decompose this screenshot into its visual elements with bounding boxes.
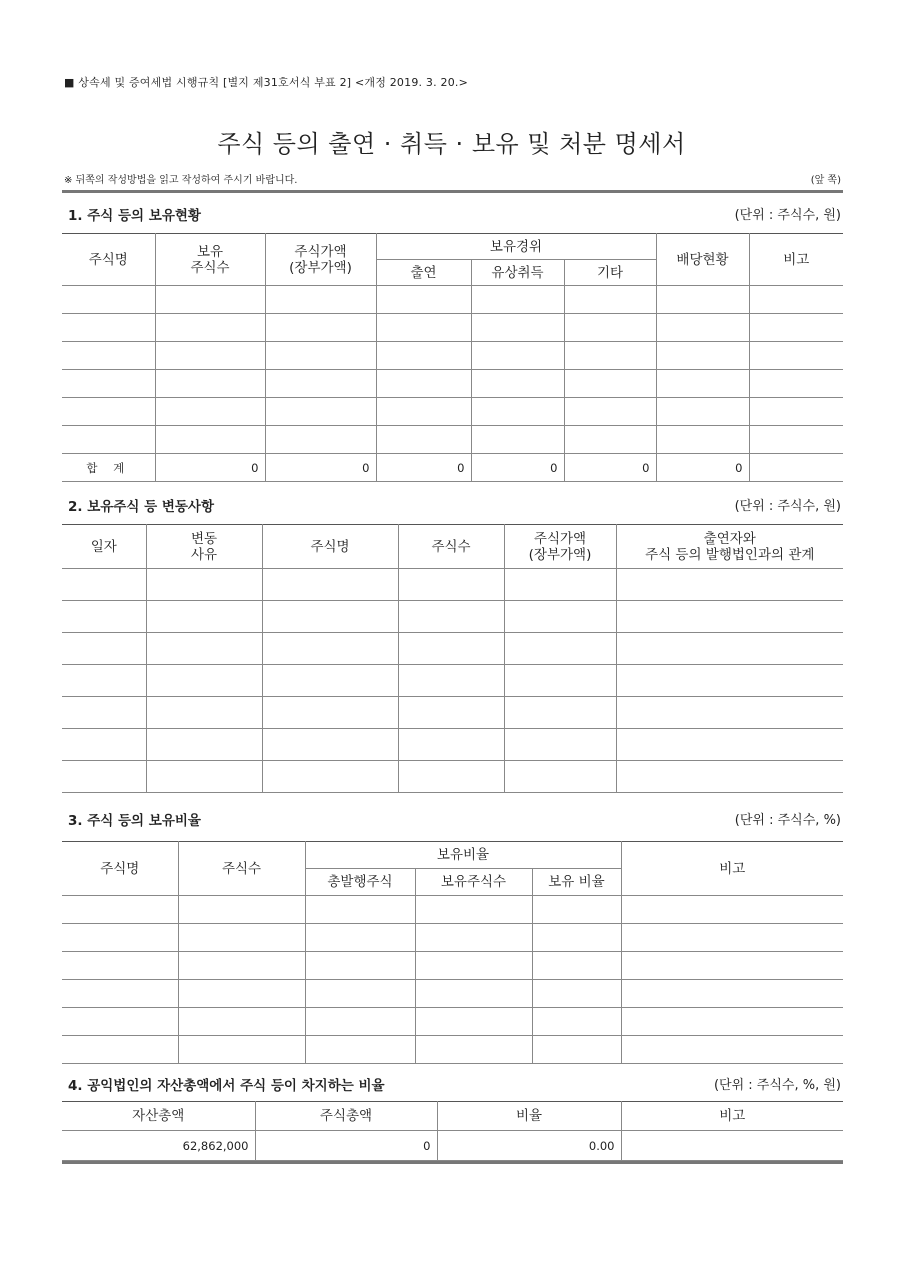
input-cell[interactable]: [398, 569, 504, 601]
header-stock-name: 주식명: [62, 234, 155, 286]
input-cell[interactable]: [616, 761, 843, 793]
input-cell[interactable]: [398, 633, 504, 665]
input-cell[interactable]: [471, 342, 564, 370]
input-cell[interactable]: [376, 398, 471, 426]
input-cell[interactable]: [621, 896, 843, 924]
header-relation: 출연자와 주식 등의 발행법인과의 관계: [616, 525, 843, 569]
input-cell[interactable]: [62, 729, 146, 761]
input-cell[interactable]: [62, 286, 155, 314]
input-cell[interactable]: [398, 729, 504, 761]
input-cell[interactable]: [415, 1008, 532, 1036]
section2-title: 2. 보유주식 등 변동사항: [68, 499, 214, 515]
input-cell[interactable]: [504, 633, 616, 665]
total-paid-acquisition: 0: [471, 454, 564, 482]
section3-unit: (단위 : 주식수, %): [734, 813, 841, 828]
header-contribution: 출연: [376, 260, 471, 286]
input-cell[interactable]: [376, 342, 471, 370]
table-row: [62, 633, 843, 665]
table-row: [62, 342, 843, 370]
input-cell[interactable]: [62, 924, 178, 952]
input-cell[interactable]: [62, 761, 146, 793]
input-cell[interactable]: [178, 980, 305, 1008]
input-cell[interactable]: [564, 314, 656, 342]
input-cell[interactable]: [62, 569, 146, 601]
input-cell[interactable]: [415, 952, 532, 980]
input-cell[interactable]: [471, 426, 564, 454]
input-cell[interactable]: [656, 398, 749, 426]
total-contribution: 0: [376, 454, 471, 482]
input-cell[interactable]: [471, 286, 564, 314]
table-row: [62, 569, 843, 601]
table-row: [62, 761, 843, 793]
table-row: [62, 952, 843, 980]
remarks-value[interactable]: [621, 1131, 843, 1161]
input-cell[interactable]: [155, 398, 265, 426]
header-shares: 주식수: [398, 525, 504, 569]
input-cell[interactable]: [621, 1036, 843, 1064]
asset-ratio-table: [62, 1101, 843, 1161]
input-cell[interactable]: [62, 314, 155, 342]
input-cell[interactable]: [146, 665, 262, 697]
header-stock-name: 주식명: [262, 525, 398, 569]
header-ratio: 비율: [437, 1102, 621, 1131]
header-held-shares: 보유 주식수: [155, 234, 265, 286]
input-cell[interactable]: [305, 980, 415, 1008]
input-cell[interactable]: [62, 1036, 178, 1064]
input-cell[interactable]: [398, 601, 504, 633]
ratio-table: [62, 841, 843, 1064]
header-reason: 변동 사유: [146, 525, 262, 569]
table-row: [62, 697, 843, 729]
input-cell[interactable]: [155, 314, 265, 342]
input-cell[interactable]: [532, 924, 621, 952]
input-cell[interactable]: [265, 314, 376, 342]
input-cell[interactable]: [504, 601, 616, 633]
input-cell[interactable]: [155, 426, 265, 454]
input-cell[interactable]: [376, 426, 471, 454]
total-stock-value: 0: [255, 1131, 437, 1161]
section2-unit: (단위 : 주식수, 원): [734, 499, 841, 514]
header-face-value: 주식가액 (장부가액): [504, 525, 616, 569]
table-row: [62, 601, 843, 633]
total-label: 합 계: [62, 454, 155, 482]
table-row: [62, 924, 843, 952]
input-cell[interactable]: [305, 1008, 415, 1036]
input-cell[interactable]: [749, 286, 843, 314]
input-cell[interactable]: [62, 1008, 178, 1036]
input-cell[interactable]: [504, 729, 616, 761]
input-cell[interactable]: [305, 896, 415, 924]
input-cell[interactable]: [749, 426, 843, 454]
top-divider: [62, 190, 843, 193]
header-face-value: 주식가액 (장부가액): [265, 234, 376, 286]
input-cell[interactable]: [749, 314, 843, 342]
input-cell[interactable]: [398, 665, 504, 697]
input-cell[interactable]: [62, 426, 155, 454]
table-row: [62, 729, 843, 761]
table-row: [62, 896, 843, 924]
input-cell[interactable]: [62, 342, 155, 370]
input-cell[interactable]: [146, 761, 262, 793]
input-cell[interactable]: [415, 980, 532, 1008]
input-cell[interactable]: [532, 1008, 621, 1036]
section1-unit: (단위 : 주식수, 원): [734, 208, 841, 223]
input-cell[interactable]: [749, 398, 843, 426]
input-cell[interactable]: [178, 1008, 305, 1036]
table-row: [62, 1131, 843, 1161]
total-row: [62, 454, 843, 482]
input-cell[interactable]: [155, 286, 265, 314]
input-cell[interactable]: [262, 569, 398, 601]
input-cell[interactable]: [146, 633, 262, 665]
input-cell[interactable]: [656, 370, 749, 398]
ratio-value: 0.00: [437, 1131, 621, 1161]
table-row: [62, 1008, 843, 1036]
header-remarks: 비고: [749, 234, 843, 286]
input-cell[interactable]: [616, 665, 843, 697]
input-cell[interactable]: [749, 342, 843, 370]
input-cell[interactable]: [262, 665, 398, 697]
input-cell[interactable]: [398, 761, 504, 793]
section1-title: 1. 주식 등의 보유현황: [68, 208, 201, 224]
input-cell[interactable]: [616, 697, 843, 729]
input-cell[interactable]: [471, 398, 564, 426]
input-cell[interactable]: [621, 980, 843, 1008]
table-row: [62, 1036, 843, 1064]
input-cell[interactable]: [532, 952, 621, 980]
table-row: [62, 426, 843, 454]
input-cell[interactable]: [616, 633, 843, 665]
input-cell[interactable]: [504, 665, 616, 697]
input-cell[interactable]: [155, 370, 265, 398]
input-cell[interactable]: [564, 426, 656, 454]
input-cell[interactable]: [265, 398, 376, 426]
input-cell[interactable]: [62, 370, 155, 398]
input-cell[interactable]: [262, 601, 398, 633]
input-cell[interactable]: [62, 697, 146, 729]
header-ratio-group: 보유비율: [305, 842, 621, 869]
changes-table: [62, 524, 843, 793]
input-cell[interactable]: [656, 342, 749, 370]
input-cell[interactable]: [262, 761, 398, 793]
table-row: [62, 665, 843, 697]
table-row: [62, 314, 843, 342]
table-row: [62, 980, 843, 1008]
input-cell[interactable]: [178, 1036, 305, 1064]
bottom-divider: [62, 1161, 843, 1164]
input-cell[interactable]: [621, 952, 843, 980]
input-cell[interactable]: [62, 980, 178, 1008]
table-row: [62, 286, 843, 314]
total-remarks[interactable]: [749, 454, 843, 482]
input-cell[interactable]: [305, 952, 415, 980]
input-cell[interactable]: [656, 314, 749, 342]
header-date: 일자: [62, 525, 146, 569]
input-cell[interactable]: [262, 697, 398, 729]
input-cell[interactable]: [564, 370, 656, 398]
table-row: [62, 370, 843, 398]
input-cell[interactable]: [564, 342, 656, 370]
input-cell[interactable]: [62, 633, 146, 665]
input-cell[interactable]: [262, 729, 398, 761]
input-cell[interactable]: [305, 1036, 415, 1064]
header-dividend: 배당현황: [656, 234, 749, 286]
header-remarks: 비고: [621, 1102, 843, 1131]
header-held-shares: 보유주식수: [415, 869, 532, 896]
input-cell[interactable]: [532, 896, 621, 924]
header-stock-name: 주식명: [62, 842, 178, 896]
input-cell[interactable]: [504, 569, 616, 601]
input-cell[interactable]: [146, 601, 262, 633]
regulation-note: ■ 상속세 및 증여세법 시행규칙 [별지 제31호서식 부표 2] <개정 2019. 3. 20.>: [64, 76, 469, 89]
header-total-assets: 자산총액: [62, 1102, 255, 1131]
input-cell[interactable]: [146, 697, 262, 729]
header-remarks: 비고: [621, 842, 843, 896]
input-cell[interactable]: [564, 286, 656, 314]
total-dividend: 0: [656, 454, 749, 482]
input-cell[interactable]: [376, 314, 471, 342]
input-cell[interactable]: [471, 314, 564, 342]
input-cell[interactable]: [532, 1036, 621, 1064]
input-cell[interactable]: [616, 569, 843, 601]
header-paid-acquisition: 유상취득: [471, 260, 564, 286]
page-title: 주식 등의 출연 · 취득 · 보유 및 처분 명세서: [217, 130, 686, 158]
header-shares: 주식수: [178, 842, 305, 896]
header-acquisition-group: 보유경위: [376, 234, 656, 260]
input-cell[interactable]: [749, 370, 843, 398]
input-cell[interactable]: [178, 924, 305, 952]
total-other: 0: [564, 454, 656, 482]
total-face-value: 0: [265, 454, 376, 482]
table-row: [62, 398, 843, 426]
instruction-note: ※ 뒤쪽의 작성방법을 읽고 작성하여 주시기 바랍니다.: [64, 175, 298, 186]
input-cell[interactable]: [415, 896, 532, 924]
page-side-label: (앞 쪽): [810, 175, 841, 186]
input-cell[interactable]: [262, 633, 398, 665]
input-cell[interactable]: [616, 601, 843, 633]
input-cell[interactable]: [178, 896, 305, 924]
input-cell[interactable]: [62, 665, 146, 697]
header-total-stock-value: 주식총액: [255, 1102, 437, 1131]
input-cell[interactable]: [265, 426, 376, 454]
holdings-table: [62, 233, 843, 482]
input-cell[interactable]: [265, 342, 376, 370]
input-cell[interactable]: [178, 952, 305, 980]
input-cell[interactable]: [62, 896, 178, 924]
section3-title: 3. 주식 등의 보유비율: [68, 813, 201, 829]
input-cell[interactable]: [376, 286, 471, 314]
input-cell[interactable]: [616, 729, 843, 761]
header-total-issued: 총발행주식: [305, 869, 415, 896]
input-cell[interactable]: [656, 286, 749, 314]
input-cell[interactable]: [621, 1008, 843, 1036]
input-cell[interactable]: [504, 697, 616, 729]
input-cell[interactable]: [146, 569, 262, 601]
input-cell[interactable]: [564, 398, 656, 426]
header-holding-ratio: 보유 비율: [532, 869, 621, 896]
input-cell[interactable]: [146, 729, 262, 761]
input-cell[interactable]: [62, 601, 146, 633]
section4-unit: (단위 : 주식수, %, 원): [713, 1078, 841, 1093]
input-cell[interactable]: [504, 761, 616, 793]
input-cell[interactable]: [62, 952, 178, 980]
input-cell[interactable]: [532, 980, 621, 1008]
input-cell[interactable]: [398, 697, 504, 729]
total-held-shares: 0: [155, 454, 265, 482]
input-cell[interactable]: [415, 924, 532, 952]
header-other: 기타: [564, 260, 656, 286]
input-cell[interactable]: [471, 370, 564, 398]
total-assets-value: 62,862,000: [62, 1131, 255, 1161]
input-cell[interactable]: [62, 398, 155, 426]
input-cell[interactable]: [656, 426, 749, 454]
input-cell[interactable]: [621, 924, 843, 952]
input-cell[interactable]: [305, 924, 415, 952]
input-cell[interactable]: [155, 342, 265, 370]
input-cell[interactable]: [376, 370, 471, 398]
section4-title: 4. 공익법인의 자산총액에서 주식 등이 차지하는 비율: [68, 1078, 385, 1094]
input-cell[interactable]: [415, 1036, 532, 1064]
input-cell[interactable]: [265, 286, 376, 314]
input-cell[interactable]: [265, 370, 376, 398]
